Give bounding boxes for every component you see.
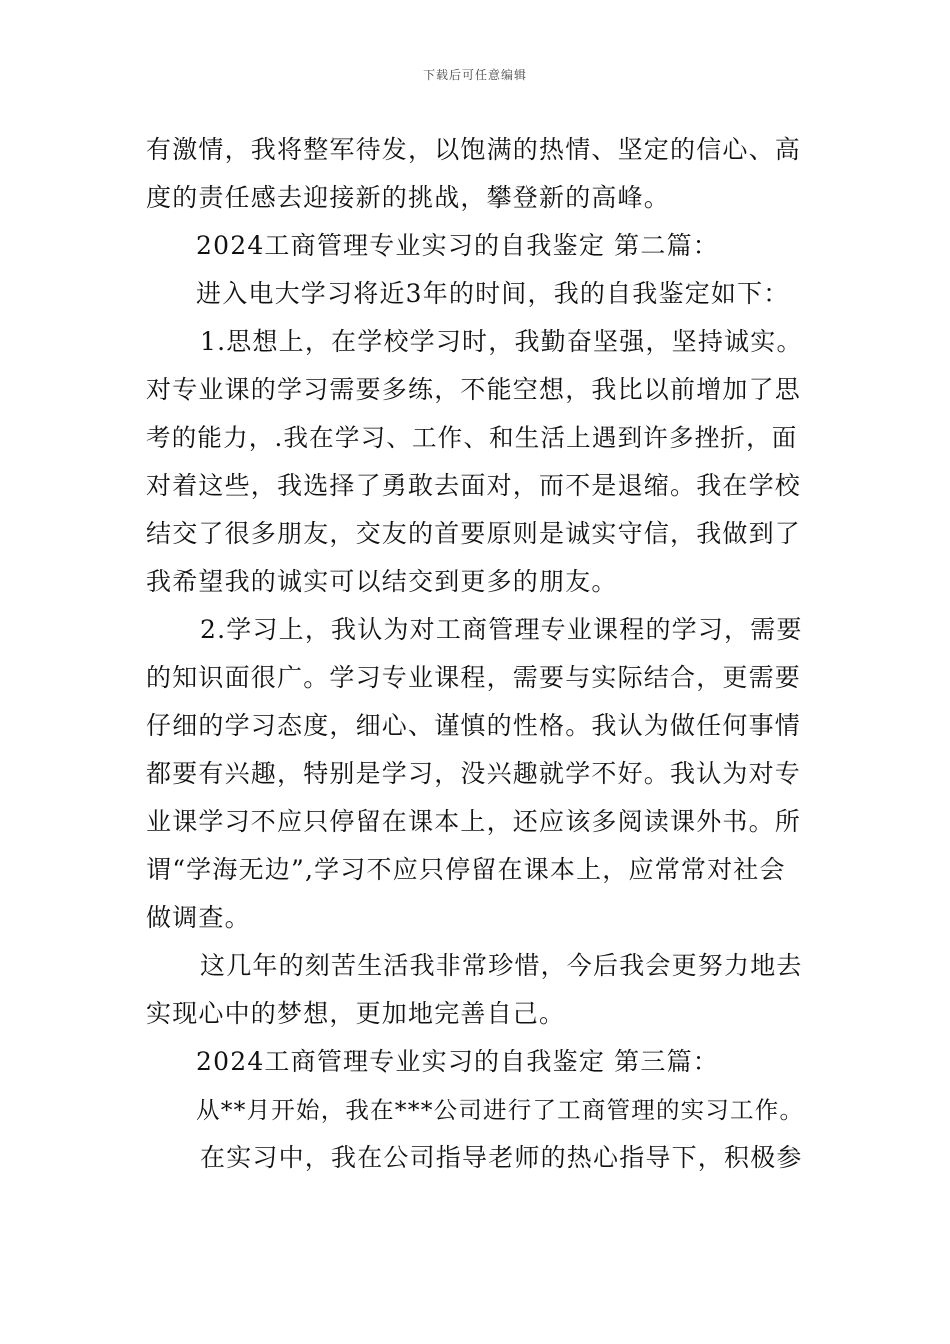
text-line: 对着这些，我选择了勇敢去面对，而不是退缩。我在学校 <box>146 471 802 500</box>
text-line: 都要有兴趣，特别是学习，没兴趣就学不好。我认为对专 <box>146 759 802 788</box>
text-line: 2.学习上，我认为对工商管理专业课程的学习，需要 <box>200 615 803 644</box>
text-line: 考的能力，.我在学习、工作、和生活上遇到许多挫折，面 <box>146 423 798 452</box>
text-line: 实现心中的梦想，更加地完善自己。 <box>146 999 566 1028</box>
text-line: 做调查。 <box>146 903 251 932</box>
text-line: 仔细的学习态度，细心、谨慎的性格。我认为做任何事情 <box>146 711 802 740</box>
text-line: 有激情，我将整军待发，以饱满的热情、坚定的信心、高 <box>146 135 802 164</box>
text-line: 进入电大学习将近3年的时间，我的自我鉴定如下： <box>196 279 790 308</box>
text-line: 结交了很多朋友，交友的首要原则是诚实守信，我做到了 <box>146 519 802 548</box>
text-line: 1.思想上，在学校学习时，我勤奋坚强，坚持诚实。 <box>200 327 803 356</box>
document-body <box>146 126 808 1182</box>
text-line: 2024工商管理专业实习的自我鉴定 第三篇： <box>196 1047 719 1076</box>
text-line: 我希望我的诚实可以结交到更多的朋友。 <box>146 567 618 596</box>
page-header: 下载后可任意编辑 <box>422 68 527 82</box>
text-line: 业课学习不应只停留在课本上，还应该多阅读课外书。所 <box>146 807 802 836</box>
text-line: 的知识面很广。学习专业课程，需要与实际结合，更需要 <box>146 663 802 692</box>
text-line: 对专业课的学习需要多练，不能空想，我比以前增加了思 <box>146 375 802 404</box>
text-line: 谓“学海无边”,学习不应只停留在课本上，应常常对社会 <box>146 855 786 884</box>
text-line: 度的责任感去迎接新的挑战，攀登新的高峰。 <box>146 183 671 212</box>
text-line: 在实习中，我在公司指导老师的热心指导下，积极参 <box>200 1143 803 1172</box>
text-line: 从**月开始，我在***公司进行了工商管理的实习工作。 <box>196 1096 805 1124</box>
text-line: 2024工商管理专业实习的自我鉴定 第二篇： <box>196 231 719 260</box>
text-line: 这几年的刻苦生活我非常珍惜，今后我会更努力地去 <box>200 951 803 980</box>
